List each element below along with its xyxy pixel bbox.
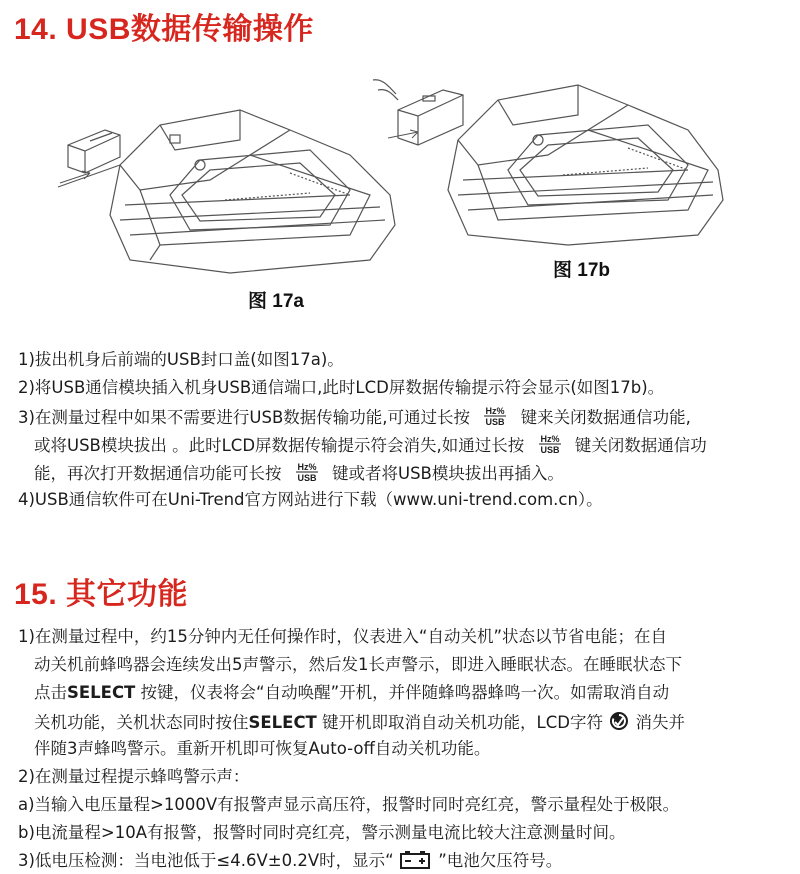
section-14-title: 14. USB数据传输操作 xyxy=(14,13,314,46)
arrow-in-icon xyxy=(388,130,418,138)
para-1-text-a: 点击 xyxy=(34,683,67,702)
select-key-label: SELECT xyxy=(67,683,136,702)
meter-body-drawing xyxy=(110,110,395,273)
meter-body-drawing-b xyxy=(448,85,723,245)
step-3-line-3 xyxy=(34,461,564,485)
para-a: a)当输入电压量程>1000V有报警声显示高压符，报警时同时亮红亮，警示量程处于极限。 xyxy=(18,795,680,814)
para-1-line-1: 1)在测量过程中，约15分钟内无任何操作时，仪表进入“自动关机”状态以节省电能；在自 xyxy=(18,627,668,646)
step-3-text-d: 键关闭数据通信功 xyxy=(574,436,707,455)
para-1-text-e: 消失并 xyxy=(635,713,685,732)
hz-usb-key-icon xyxy=(290,461,324,483)
step-3-text-a: 3)在测量过程中如果不需要进行USB数据传输功能,可通过长按 xyxy=(18,408,471,427)
key-bottom-label: USB xyxy=(297,473,317,483)
para-1-text-c: 关机功能，关机状态同时按住 xyxy=(34,713,249,732)
hz-usb-key-icon xyxy=(533,433,567,455)
select-key-label: SELECT xyxy=(248,713,317,732)
step-3-line-2 xyxy=(34,433,707,457)
key-top-label: Hz% xyxy=(297,462,317,472)
figure-17a-illustration xyxy=(50,95,410,275)
step-1: 1)拔出机身后前端的USB封口盖(如图17a)。 xyxy=(18,350,344,369)
para-3-text-a: 3)低电压检测：当电池低于≤4.6V±0.2V时，显示“ xyxy=(18,851,394,870)
para-1-line-3 xyxy=(34,682,669,704)
step-3-line-1 xyxy=(18,405,691,429)
key-bottom-label: USB xyxy=(540,445,560,455)
step-3-text-c: 或将USB模块拔出 。此时LCD屏数据传输提示符会消失,如通过长按 xyxy=(34,436,525,455)
step-3-text-f: 键或者将USB模块拔出再插入。 xyxy=(332,464,564,483)
figure-17a-caption: 图 17a xyxy=(248,291,304,312)
figure-17b-caption: 图 17b xyxy=(553,260,611,281)
para-1-line-4 xyxy=(34,710,685,734)
key-top-label: Hz% xyxy=(540,434,560,444)
hz-usb-key-icon xyxy=(478,405,512,427)
section-15-title: 15. 其它功能 xyxy=(14,578,189,611)
key-top-label: Hz% xyxy=(485,406,505,416)
para-b: b)电流量程>10A有报警，报警时同时亮红亮，警示测量电流比较大注意测量时间。 xyxy=(18,823,626,842)
usb-cap-drawing xyxy=(68,130,120,173)
battery-low-icon xyxy=(399,850,433,870)
figure-17b-illustration xyxy=(368,70,728,250)
para-1-text-d: 键开机即取消自动关机功能，LCD字符 xyxy=(316,713,603,732)
step-3-text-e: 能，再次打开数据通信功能可长按 xyxy=(34,464,282,483)
step-3-text-b: 键来关闭数据通信功能, xyxy=(520,408,691,427)
para-3-text-b: ”电池欠压符号。 xyxy=(438,851,563,870)
para-1-line-2: 动关机前蜂鸣器会连续发出5声警示，然后发1长声警示，即进入睡眠状态。在睡眠状态下 xyxy=(34,655,682,674)
step-2: 2)将USB通信模块插入机身USB通信端口,此时LCD屏数据传输提示符会显示(如图17b)。 xyxy=(18,378,665,397)
auto-off-icon xyxy=(608,710,630,732)
step-4: 4)USB通信软件可在Uni-Trend官方网站进行下载（www.uni-trend.com.cn）。 xyxy=(18,490,603,509)
para-3 xyxy=(18,850,562,872)
para-1-text-b: 按键，仪表将会“自动唤醒”开机，并伴随蜂鸣器蜂鸣一次。如需取消自动 xyxy=(135,683,670,702)
key-bottom-label: USB xyxy=(485,417,505,427)
para-1-line-5: 伴随3声蜂鸣警示。重新开机即可恢复Auto-off自动关机功能。 xyxy=(34,739,491,758)
usb-module-drawing xyxy=(373,80,463,145)
para-2: 2)在测量过程提示蜂鸣警示声： xyxy=(18,767,250,786)
